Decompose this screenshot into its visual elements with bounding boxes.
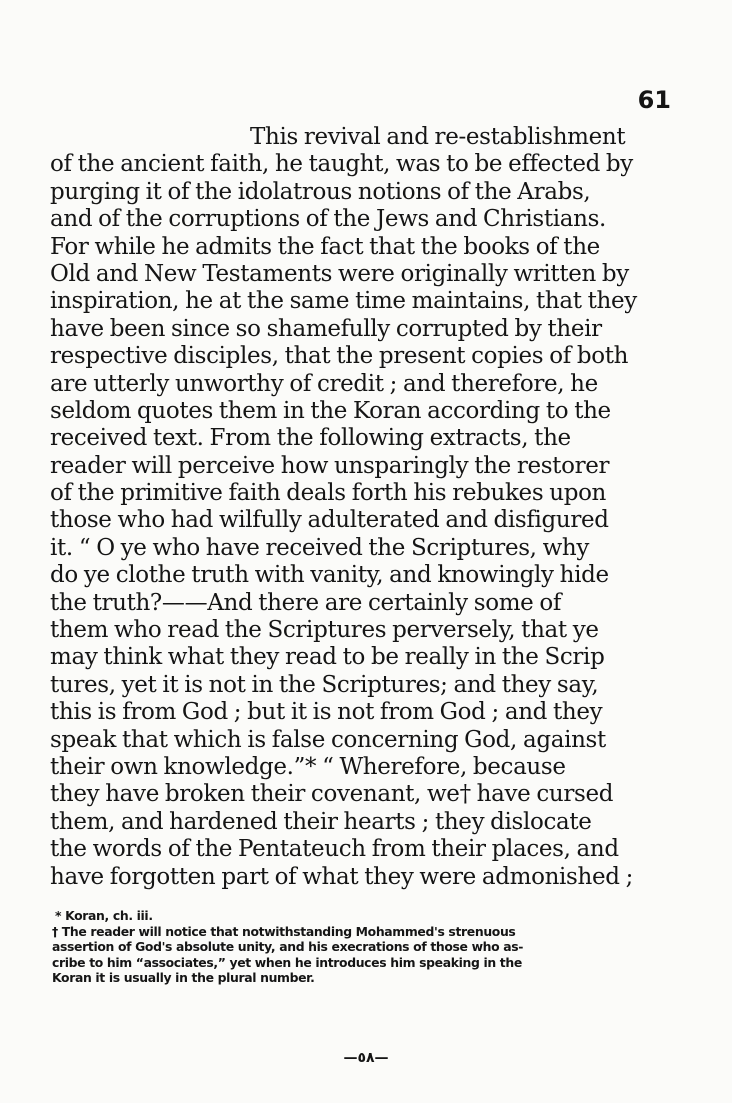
folio-mark: —٥٨— bbox=[343, 1050, 389, 1066]
body-text bbox=[50, 124, 670, 891]
body-line: them, and hardened their hearts ; they dislocate bbox=[50, 808, 592, 835]
body-line: the truth?——And there are certainly some of bbox=[50, 589, 562, 616]
body-line: are utterly unworthy of credit ; and therefore, he bbox=[50, 370, 598, 397]
body-line: of the primitive faith deals forth his rebukes upon bbox=[50, 480, 607, 507]
body-line: seldom quotes them in the Koran according to the bbox=[50, 397, 611, 424]
body-line: respective disciples, that the present copies of both bbox=[50, 343, 629, 370]
footnote-continuation: cribe to him “associates,” yet when he introduces him speaking in the bbox=[52, 954, 522, 970]
footnotes bbox=[52, 908, 672, 986]
body-line: it. “ O ye who have received the Scriptures, why bbox=[50, 534, 590, 561]
body-line: received text. From the following extracts, the bbox=[50, 425, 571, 452]
body-line: have been since so shamefully corrupted by their bbox=[50, 315, 602, 342]
body-line: of the ancient faith, he taught, was to be effected by bbox=[50, 151, 633, 178]
body-line: speak that which is false concerning God, against bbox=[50, 726, 606, 753]
body-line: For while he admits the fact that the books of the bbox=[50, 233, 600, 260]
footnote-continuation: assertion of God's absolute unity, and his execrations of those who as- bbox=[52, 939, 524, 954]
body-line: inspiration, he at the same time maintains, that they bbox=[50, 288, 637, 315]
body-line: purging it of the idolatrous notions of the Arabs, bbox=[50, 178, 591, 205]
body-line: This revival and re-establishment bbox=[250, 124, 626, 150]
page-number: 61 bbox=[637, 86, 671, 114]
body-line: Old and New Testaments were originally written by bbox=[50, 260, 629, 287]
body-line: reader will perceive how unsparingly the restorer bbox=[50, 452, 610, 479]
body-line: this is from God ; but it is not from God ; and they bbox=[50, 699, 603, 726]
body-line: have forgotten part of what they were admonished ; bbox=[50, 863, 633, 890]
footnote: * Koran, ch. iii. bbox=[55, 908, 153, 923]
body-line: their own knowledge.”* “ Wherefore, because bbox=[50, 753, 566, 780]
body-line: may think what they read to be really in the Scrip bbox=[50, 644, 605, 671]
body-line: do ye clothe truth with vanity, and knowingly hide bbox=[50, 562, 609, 589]
body-line: tures, yet it is not in the Scriptures; and they say, bbox=[50, 671, 599, 698]
body-line: those who had wilfully adulterated and disfigured bbox=[50, 507, 609, 534]
footnote-continuation: Koran it is usually in the plural number. bbox=[52, 970, 315, 985]
footnote: † The reader will notice that notwithstanding Mohammed's strenuous bbox=[52, 923, 516, 939]
body-line: the words of the Pentateuch from their places, and bbox=[50, 836, 619, 863]
body-line: them who read the Scriptures perversely, that ye bbox=[50, 617, 599, 644]
body-line: and of the corruptions of the Jews and Christians. bbox=[50, 206, 606, 233]
body-line: they have broken their covenant, we† have cursed bbox=[50, 781, 614, 808]
